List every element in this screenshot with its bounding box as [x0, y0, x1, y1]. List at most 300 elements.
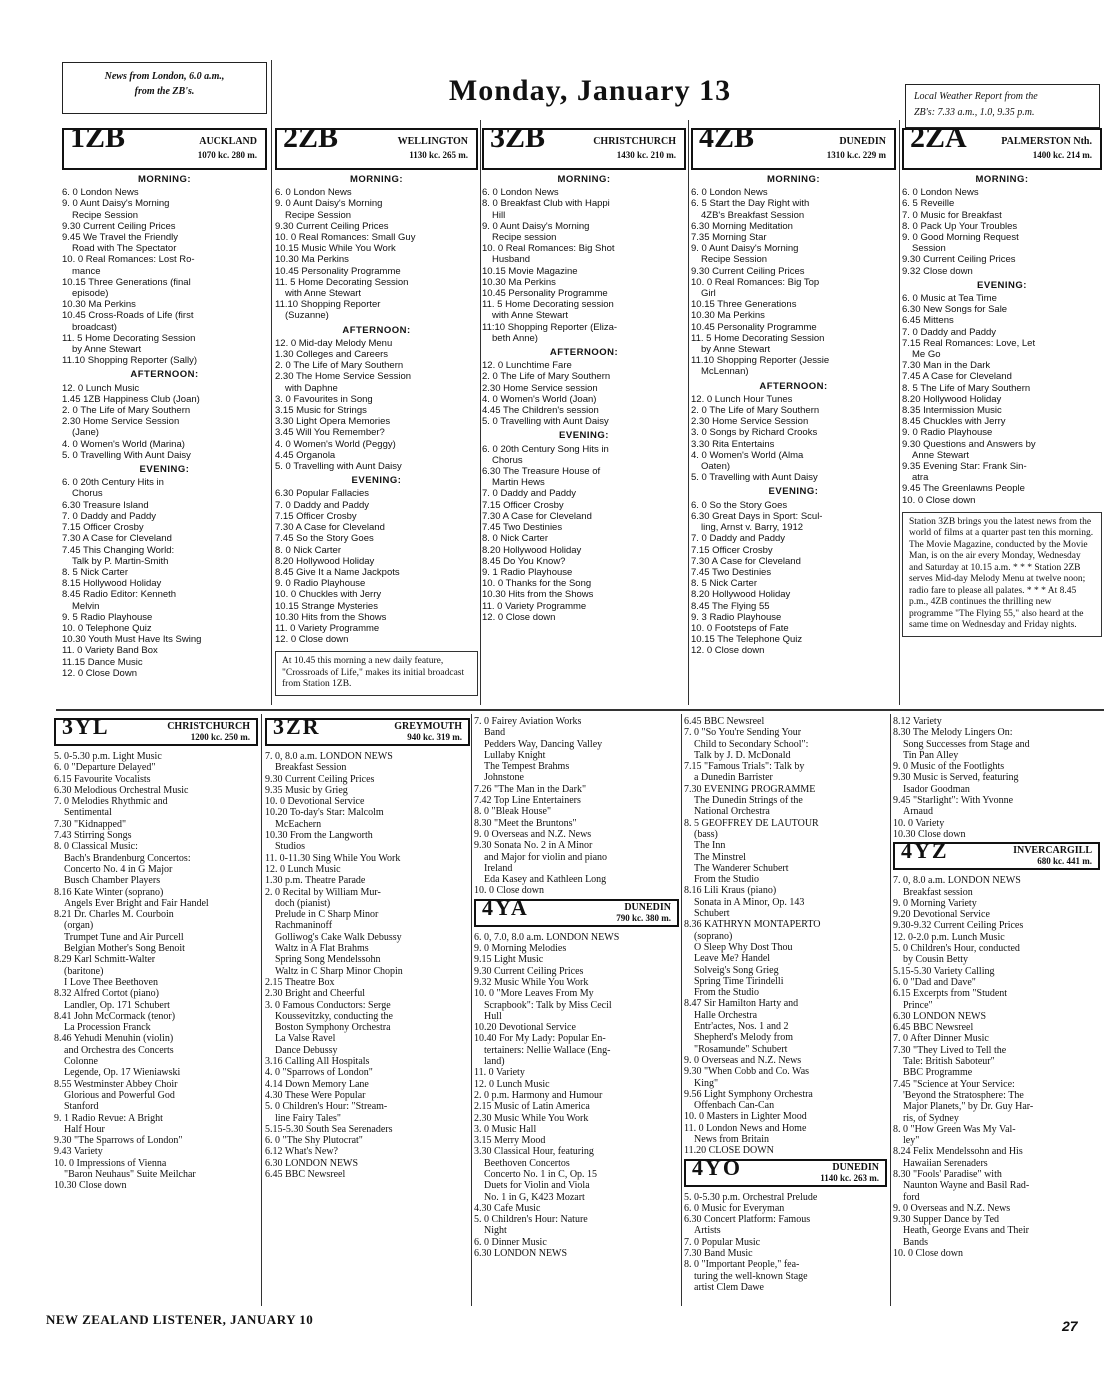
programme-line: 7. 0 Popular Music [684, 1236, 761, 1248]
station-column-4ya [474, 716, 679, 1306]
column-divider [471, 714, 472, 1306]
programme-line: 10.30 Hits from the Shows [275, 611, 387, 623]
programme-line: 4.45 The Children's session [482, 405, 599, 417]
programme-line: 8. 0 "Bleak House" [474, 806, 552, 818]
programme-line: 9. 0 Overseas and N.Z. News [474, 828, 592, 840]
programme-line: Waltz in A Flat Brahms [275, 943, 369, 955]
programme-line: 10.15 The Telephone Quiz [691, 634, 803, 646]
programme-line: 12. 0 Lunch Music [62, 382, 140, 394]
programme-line: Golliwog's Cake Walk Debussy [275, 931, 402, 943]
programme-line: 5.15-5.30 Variety Calling [893, 965, 995, 977]
programme-line: (organ) [64, 920, 94, 932]
programme-line: 2.30 Home Service session [482, 382, 598, 394]
programme-line: 10.15 Music While You Work [275, 243, 396, 255]
programme-line: 8.16 Lili Kraus (piano) [684, 885, 777, 897]
programme-line: 9.30 Music is Served, featuring [893, 772, 1019, 784]
programme-line: Melvin [72, 600, 100, 612]
programme-line: 6.45 BBC Newsreel [684, 716, 765, 727]
programme-line: Duets for Violin and Viola [484, 1180, 590, 1192]
programme-line: 2. 0 The Life of Mary Southern [62, 405, 191, 417]
programme-line: 5. 0 Children's Hour: Nature [474, 1214, 588, 1226]
programme-line: Tin Pan Alley [903, 749, 959, 761]
station-frequency: 790 kc. 380 m. [616, 912, 671, 923]
programme-line: 3.15 Music for Strings [275, 405, 367, 417]
programme-line: 9. 0 Aunt Daisy's Morning [691, 243, 799, 255]
programme-line: From the Studio [694, 987, 760, 999]
programme-line: Spring Song Mendelssohn [275, 954, 381, 966]
station-frequency: 1430 kc. 210 m. [616, 150, 676, 160]
programme-line: 8.30 The Melody Lingers On: [893, 727, 1013, 739]
programme-line: 3.45 Will You Remember? [275, 427, 385, 439]
section-heading: EVENING: [559, 430, 609, 442]
programme-line: land) [484, 1056, 505, 1068]
programme-line: Bach's Brandenburg Concertos: [64, 852, 191, 864]
programme-line: From the Studio [694, 874, 760, 886]
programme-line: 8.45 Do You Know? [482, 555, 566, 567]
programme-line: Talk by P. Martin-Smith [72, 555, 169, 567]
programme-line: doch (pianist) [275, 897, 331, 909]
programme-line: beth Anne) [492, 332, 538, 344]
station-city: INVERCARGILL [1013, 845, 1092, 857]
programme-line: Belgian Mother's Song Benoit [64, 943, 185, 955]
programme-line: Scrapbook": Talk by Miss Cecil [484, 999, 612, 1011]
programme-line: Shepherd's Melody from [694, 1032, 794, 1044]
programme-line: 9.56 Light Symphony Orchestra [684, 1088, 813, 1100]
programme-line: McLennan) [701, 366, 749, 378]
programme-line: Offenbach Can-Can [694, 1100, 775, 1112]
programme-line: 3.30 Classical Hour, featuring [474, 1146, 594, 1158]
programme-line: 10. 0 Masters in Lighter Mood [684, 1111, 807, 1123]
programme-line: 8.20 Hollywood Holiday [482, 544, 582, 556]
programme-line: 10.30 Ma Perkins [691, 310, 765, 322]
programme-line: Child to Secondary School": [694, 738, 809, 750]
programme-line: 7.15 Officer Crosby [482, 499, 564, 511]
programme-line: by Cousin Betty [903, 954, 969, 966]
programme-line: Sonata in A Minor, Op. 143 [694, 896, 805, 908]
programme-line: 12. 0 Lunchtime Fare [482, 360, 572, 372]
programme-line: 8.20 Hollywood Holiday [275, 555, 375, 567]
programme-line: 4. 0 "Sparrows of London" [265, 1067, 373, 1079]
programme-line: 7. 0, 8.0 a.m. LONDON NEWS [265, 751, 393, 762]
programme-line: 6. 0 London News [275, 187, 352, 199]
programme-line: 8. 0 "Important People," fea- [684, 1259, 800, 1271]
programme-line: 5. 0 Travelling with Aunt Daisy [482, 416, 609, 428]
programme-line: Half Hour [64, 1123, 105, 1135]
programme-line: 7. 0 Melodies Rhythmic and [54, 796, 168, 808]
programme-line: 8.47 Sir Hamilton Harty and [684, 998, 799, 1010]
programme-line: 6.30 LONDON NEWS [893, 1010, 987, 1022]
programme-line: 9.32 Music While You Work [474, 976, 589, 988]
programme-line: 7.15 "Famous Trials": Talk by [684, 761, 805, 773]
station-call-sign: 3ZR [273, 716, 321, 739]
weather-notice-line1: Local Weather Report from the [914, 91, 1038, 102]
programme-line: 9. 0 Aunt Daisy's Morning [275, 198, 383, 210]
programme-line: Hawaiian Serenaders [903, 1157, 988, 1169]
programme-line: episode) [72, 288, 109, 300]
programme-line: 8.45 Chuckles with Jerry [902, 416, 1006, 428]
programme-line: 5. 0 Travelling With Aunt Daisy [62, 449, 191, 461]
programme-line: 12. 0 Close down [275, 634, 349, 646]
programme-line: 3. 0 Famous Conductors: Serge [265, 999, 391, 1011]
programme-line: 9. 0 Overseas and N.Z. News [893, 1202, 1011, 1214]
programme-line: 7.30 Band Music [684, 1248, 753, 1260]
programme-line: 7.45 Two Destinies [482, 522, 563, 534]
programme-line: Studios [275, 841, 306, 853]
programme-line: 7. 0 "So You're Sending Your [684, 727, 802, 739]
programme-line: News from Britain [694, 1133, 769, 1145]
programme-line: The Inn [694, 840, 726, 852]
programme-line: 6.30 New Songs for Sale [902, 304, 1008, 316]
programme-line: 10. 0 Close down [474, 885, 544, 897]
programme-line: 6. 0 London News [62, 187, 139, 199]
station-call-sign: 4ZB [699, 128, 755, 154]
programme-line: Halle Orchestra [694, 1009, 758, 1021]
programme-line: Colonne [64, 1056, 98, 1068]
programme-line: 9.30-9.32 Current Ceiling Prices [893, 920, 1024, 932]
programme-line: 6. 5 Reveille [902, 198, 955, 210]
programme-line: 10.45 Personality Programme [482, 288, 608, 300]
programme-line: Landler, Op. 171 Schubert [64, 999, 170, 1011]
programme-line: 8.32 Alfred Cortot (piano) [54, 988, 159, 1000]
programme-line: Naunton Wayne and Basil Rad- [903, 1180, 1030, 1192]
programme-line: 9. 0 Overseas and N.Z. News [684, 1054, 802, 1066]
programme-line: Spring Time Tirindelli [694, 975, 784, 987]
programme-line: turing the well-known Stage [694, 1270, 808, 1282]
programme-line: and Major for violin and piano [484, 851, 608, 863]
station-column-1zb [62, 128, 267, 703]
programme-line: 9.45 We Travel the Friendly [62, 232, 178, 244]
station-call-sign: 4YZ [901, 838, 949, 864]
programme-line: and Orchestra des Concerts [64, 1044, 174, 1056]
programme-line: La Procession Franck [64, 1022, 151, 1034]
programme-line: 10.45 Cross-Roads of Life (first [62, 310, 194, 322]
programme-line: 6. 0 20th Century Hits in [62, 477, 164, 489]
station-column-3yl [54, 716, 258, 1306]
programme-line: 4.45 Organola [275, 449, 336, 461]
programme-line: 9. 0 Music of the Footlights [893, 761, 1005, 773]
programme-line: 8.45 Radio Editor: Kenneth [62, 589, 177, 601]
programme-line: with Anne Stewart [492, 310, 569, 322]
programme-line: 7. 0 Music for Breakfast [902, 209, 1002, 221]
programme-line: 8.20 Hollywood Holiday [902, 393, 1002, 405]
programme-line: 3. 0 Favourites in Song [275, 393, 373, 405]
station-city: CHRISTCHURCH [593, 136, 676, 147]
news-notice-box [62, 62, 267, 114]
programme-line: Husband [492, 254, 531, 266]
programme-line: Bands [903, 1236, 928, 1248]
programme-line: 1.30 Colleges and Careers [275, 349, 389, 361]
programme-line: 8.45 The Flying 55 [691, 600, 770, 612]
programme-line: 2. 0 Recital by William Mur- [265, 886, 381, 898]
programme-line: 7.30 A Case for Cleveland [275, 522, 385, 534]
programme-line: 7.30 A Case for Cleveland [482, 510, 592, 522]
programme-line: 6. 0 London News [691, 187, 768, 199]
programme-line: Prince" [903, 999, 933, 1011]
station-frequency: 1070 kc. 280 m. [197, 150, 257, 160]
programme-line: Road with The Spectator [72, 243, 177, 255]
programme-line: Prelude in C Sharp Minor [275, 909, 379, 921]
news-notice-line2: from the ZB's. [134, 86, 195, 97]
station-header [902, 128, 1102, 170]
station-frequency: 680 kc. 441 m. [1037, 856, 1092, 867]
programme-line: Sentimental [64, 807, 112, 819]
station-call-sign: 2ZA [910, 128, 967, 154]
programme-line: 10. 0 Devotional Service [265, 796, 365, 808]
column-divider [480, 120, 481, 705]
programme-line: 9. 0 Morning Variety [893, 897, 977, 909]
programme-line: 8. 0 Breakfast Club with Happi [482, 198, 610, 210]
programme-line: 6. 0 "The Shy Plutocrat" [265, 1135, 363, 1147]
programme-line: Pedders Way, Dancing Valley [484, 738, 603, 750]
programme-line: atra [912, 472, 929, 484]
programme-line: "Rosamunde" Schubert [694, 1043, 788, 1055]
programme-line: 6.30 Melodious Orchestral Music [54, 784, 189, 796]
programme-line: 6. 0 20th Century Song Hits in [482, 443, 609, 455]
section-heading: EVENING: [768, 486, 819, 498]
programme-line: 6. 0 "Departure Delayed" [54, 762, 156, 774]
programme-line: 6. 0 "Dad and Dave" [893, 976, 976, 988]
programme-line: 10. 0 Variety [893, 817, 945, 829]
programme-line: 10. 0 Impressions of Vienna [54, 1157, 167, 1169]
station-header [275, 128, 478, 170]
station-note: At 10.45 this morning a new daily feature, "Crossroads of Life," makes its initial broadcast from Station 1ZB. [275, 651, 478, 696]
station-column-2za [902, 128, 1102, 703]
programme-line: No. 1 in G, K423 Mozart [484, 1191, 585, 1203]
programme-line: 4. 0 Women's World (Alma [691, 449, 804, 461]
station-call-sign: 2ZB [283, 128, 339, 154]
programme-line: Song Successes from Stage and [903, 738, 1030, 750]
programme-line: 6. 0 Dinner Music [474, 1236, 547, 1248]
programme-line: 6.30 Great Days in Sport: Scul- [691, 510, 823, 522]
programme-line: tertainers: Nellie Wallace (Eng- [484, 1044, 611, 1056]
section-heading: EVENING: [351, 475, 402, 487]
programme-line: 12. 0 Lunch Hour Tunes [691, 393, 793, 405]
programme-line: 7.43 Stirring Songs [54, 830, 132, 842]
programme-line: 7. 0 Daddy and Paddy [691, 533, 786, 545]
programme-line: 3.30 Light Opera Memories [275, 416, 391, 428]
programme-line: 6.15 Excerpts from "Student [893, 988, 1008, 1000]
programme-line: 7.30 A Case for Cleveland [691, 555, 801, 567]
column-divider [681, 714, 682, 1306]
programme-line: 7.15 Officer Crosby [62, 522, 144, 534]
column-divider [899, 120, 900, 705]
programme-line: Me Go [912, 349, 941, 361]
programme-line: 7.26 "The Man in the Dark" [474, 783, 587, 795]
programme-line: 10. 0 Thanks for the Song [482, 578, 592, 590]
programme-line: McEachern [275, 818, 322, 830]
section-heading: AFTERNOON: [759, 380, 828, 392]
station-call-sign: 1ZB [70, 128, 126, 154]
programme-line: 9. 5 Radio Playhouse [62, 611, 153, 623]
column-divider [271, 60, 272, 705]
section-heading: MORNING: [766, 174, 821, 185]
station-column-4zb [691, 128, 896, 703]
programme-line: 11.10 Shopping Reporter (Jessie [691, 355, 830, 367]
station-city: DUNEDIN [839, 136, 886, 147]
programme-line: 6.45 BBC Newsreel [265, 1168, 346, 1180]
programme-line: 1.45 1ZB Happiness Club (Joan) [62, 393, 200, 405]
programme-line: 7. 0 After Dinner Music [893, 1033, 989, 1045]
programme-line: "Baron Neuhaus" Suite Meilchar [64, 1168, 196, 1180]
station-city: AUCKLAND [199, 136, 257, 147]
station-call-sign: 4YA [482, 894, 529, 920]
programme-line: 8. 5 Nick Carter [691, 578, 757, 590]
programme-line: Angels Ever Bright and Fair Handel [64, 897, 209, 909]
programme-line: 8.30 "Fools' Paradise" with [893, 1168, 1002, 1180]
programme-line: 5. 0 Children's Hour, conducted [893, 943, 1020, 955]
programme-line: 6.12 What's New? [265, 1146, 338, 1158]
station-frequency: 1140 kc. 263 m. [820, 1172, 879, 1183]
programme-line: 11. 0 Variety Programme [275, 622, 380, 634]
programme-line: 9. 1 Radio Revue: A Bright [54, 1112, 163, 1124]
programme-line: Recipe Session [72, 209, 139, 221]
programme-line: 6.45 BBC Newsreel [893, 1022, 974, 1034]
programme-line: 10. 0 Real Romances: Lost Ro- [62, 254, 195, 266]
programme-line: 7.15 Officer Crosby [691, 544, 773, 556]
programme-line: 9.30 "When Cobb and Co. Was [684, 1066, 810, 1078]
programme-line: 6.30 Concert Platform: Famous [684, 1214, 811, 1226]
programme-line: 8.29 Karl Schmitt-Walter [54, 954, 156, 966]
programme-line: 10.30 From the Langworth [265, 830, 373, 842]
programme-line: Busch Chamber Players [64, 875, 161, 887]
programme-line: 6.45 Mittens [902, 315, 954, 327]
station-header [691, 128, 896, 170]
programme-line: 6.30 Treasure Island [62, 499, 149, 511]
programme-line: 7.45 A Case for Cleveland [902, 371, 1012, 383]
programme-line: 9.30 Current Ceiling Prices [275, 220, 389, 232]
programme-line: (soprano) [694, 930, 733, 942]
programme-line: 10.40 For My Lady: Popular En- [474, 1033, 606, 1045]
programme-line: 10. 0 Footsteps of Fate [691, 622, 789, 634]
programme-line: 7. 0 Fairey Aviation Works [474, 716, 582, 727]
programme-line: 6. 0 London News [902, 187, 979, 199]
programme-line: Leave Me? Handel [694, 953, 771, 965]
station-column-4yz [893, 716, 1100, 1306]
programme-line: with Anne Stewart [285, 288, 362, 300]
programme-line: 9. 0 Morning Melodies [474, 943, 567, 955]
station-header [54, 718, 258, 746]
programme-line: 8.15 Hollywood Holiday [62, 578, 162, 590]
programme-line: 4. 0 Women's World (Joan) [482, 393, 597, 405]
programme-line: ling, Arnst v. Barry, 1912 [701, 522, 804, 534]
programme-line: 9.32 Close down [902, 265, 973, 277]
programme-line: 9. 0 Aunt Daisy's Morning [482, 220, 590, 232]
programme-line: Recipe Session [285, 209, 352, 221]
programme-line: 9.30 Current Ceiling Prices [62, 220, 176, 232]
programme-line: 11. 0 Variety Programme [482, 600, 587, 612]
programme-line: 6. 0 Music at Tea Time [902, 293, 997, 305]
programme-line: 3.30 Rita Entertains [691, 438, 775, 450]
programme-line: Dance Debussy [275, 1044, 338, 1056]
programme-line: 6.30 LONDON NEWS [474, 1248, 568, 1260]
programme-line: 10.30 Close down [893, 828, 966, 840]
programme-line: Boston Symphony Orchestra [275, 1022, 391, 1034]
programme-line: 12. 0 Close Down [62, 667, 137, 679]
section-heading: MORNING: [557, 174, 611, 185]
programme-line: 10. 0 Chuckles with Jerry [275, 589, 382, 601]
programme-line: O Sleep Why Dost Thou [694, 941, 793, 953]
programme-line: 4.14 Down Memory Lane [265, 1078, 369, 1090]
programme-line: 10. 0 Close down [893, 1248, 963, 1260]
programme-line: 9.30 Current Ceiling Prices [265, 773, 375, 785]
programme-line: 10.30 Ma Perkins [62, 299, 136, 311]
programme-line: 10. 0 "More Leaves From My [474, 988, 594, 1000]
programme-line: Stanford [64, 1101, 99, 1113]
weather-notice-line2: ZB's: 7.33 a.m., 1.0, 9.35 p.m. [914, 107, 1035, 118]
programme-line: 8.21 Dr. Charles M. Courboin [54, 909, 174, 921]
footer-publication: NEW ZEALAND LISTENER, JANUARY 10 [46, 1312, 314, 1327]
programme-line: 2.30 Music While You Work [474, 1112, 589, 1124]
programme-line: Anne Stewart [912, 449, 970, 461]
programme-line: 10.30 Hits from the Shows [482, 589, 594, 601]
programme-line: with Daphne [285, 382, 338, 394]
programme-line: 10. 0 Real Romances: Small Guy [275, 232, 416, 244]
programme-line: 8.20 Hollywood Holiday [691, 589, 791, 601]
programme-line: 9.15 Light Music [474, 954, 544, 966]
programme-line: 7.30 A Case for Cleveland [62, 533, 172, 545]
programme-line: 8. 0 Pack Up Your Troubles [902, 220, 1018, 232]
programme-line: 11. 5 Home Decorating Session [691, 332, 825, 344]
programme-line: 12. 0 Lunch Music [265, 863, 341, 875]
programme-line: 9.45 The Greenlawns People [902, 483, 1025, 495]
programme-line: 7.45 Two Destinies [691, 566, 772, 578]
programme-line: 7.30 "Kidnapped" [54, 818, 127, 830]
programme-line: 10.20 To-day's Star: Malcolm [265, 807, 384, 819]
programme-line: 8. 5 Nick Carter [62, 566, 128, 578]
news-notice-line1: News from London, 6.0 a.m., [104, 71, 225, 82]
programme-line: 9.45 "Starlight": With Yvonne [893, 795, 1014, 807]
programme-line: King" [694, 1077, 719, 1089]
station-city: CHRISTCHURCH [167, 721, 250, 732]
programme-line: 4.30 These Were Popular [265, 1089, 366, 1101]
programme-line: Concerto No. 4 in G Major [64, 863, 173, 875]
station-call-sign: 3ZB [490, 128, 546, 154]
programme-line: 6. 5 Start the Day Right with [691, 198, 810, 210]
programme-line: Waltz in C Sharp Minor Chopin [275, 965, 403, 977]
programme-line: 10.15 Three Generations (final [62, 276, 191, 288]
programme-line: Schubert [694, 908, 730, 920]
programme-line: The Wanderer Schubert [694, 862, 789, 874]
programme-line: 8.46 Yehudi Menuhin (violin) [54, 1033, 174, 1045]
programme-line: 1.30 p.m. Theatre Parade [265, 875, 366, 887]
programme-line: Hill [492, 209, 506, 221]
station-city: DUNEDIN [832, 1161, 879, 1173]
programme-line: 7. 0 Daddy and Paddy [275, 499, 370, 511]
programme-line: 11.20 CLOSE DOWN [684, 1145, 774, 1157]
programme-line: 8.36 KATHRYN MONTAPERTO [684, 919, 821, 931]
programme-line: 9.30 Current Ceiling Prices [691, 265, 805, 277]
programme-line: 7. 0, 8.0 a.m. LONDON NEWS [893, 875, 1021, 887]
station-header [684, 1154, 887, 1187]
programme-line: 12. 0 Close down [691, 645, 765, 657]
programme-line: 7.30 Man in the Dark [902, 360, 991, 372]
station-header [62, 128, 267, 170]
programme-line: 5.15-5.30 South Sea Serenaders [265, 1123, 393, 1135]
programme-line: 8. 0 Nick Carter [482, 533, 548, 545]
programme-line: 6.30 LONDON NEWS [265, 1157, 359, 1169]
programme-line: 9. 3 Radio Playhouse [691, 611, 782, 623]
station-frequency: 1310 k.c. 229 m [826, 150, 886, 160]
programme-line: 10. 0 Telephone Quiz [62, 622, 152, 634]
programme-line: 5. 0 Travelling with Aunt Daisy [275, 461, 402, 473]
programme-line: 10.15 Strange Mysteries [275, 600, 378, 612]
programme-line: The Dunedin Strings of the [694, 795, 803, 807]
programme-line: 8. 5 GEOFFREY DE LAUTOUR [684, 817, 819, 829]
programme-line: 7.45 This Changing World: [62, 544, 175, 556]
programme-line: 6. 0 So the Story Goes [691, 499, 788, 511]
programme-line: 6.30 Morning Meditation [691, 220, 793, 232]
programme-line: 7.15 Real Romances: Love, Let [902, 337, 1036, 349]
